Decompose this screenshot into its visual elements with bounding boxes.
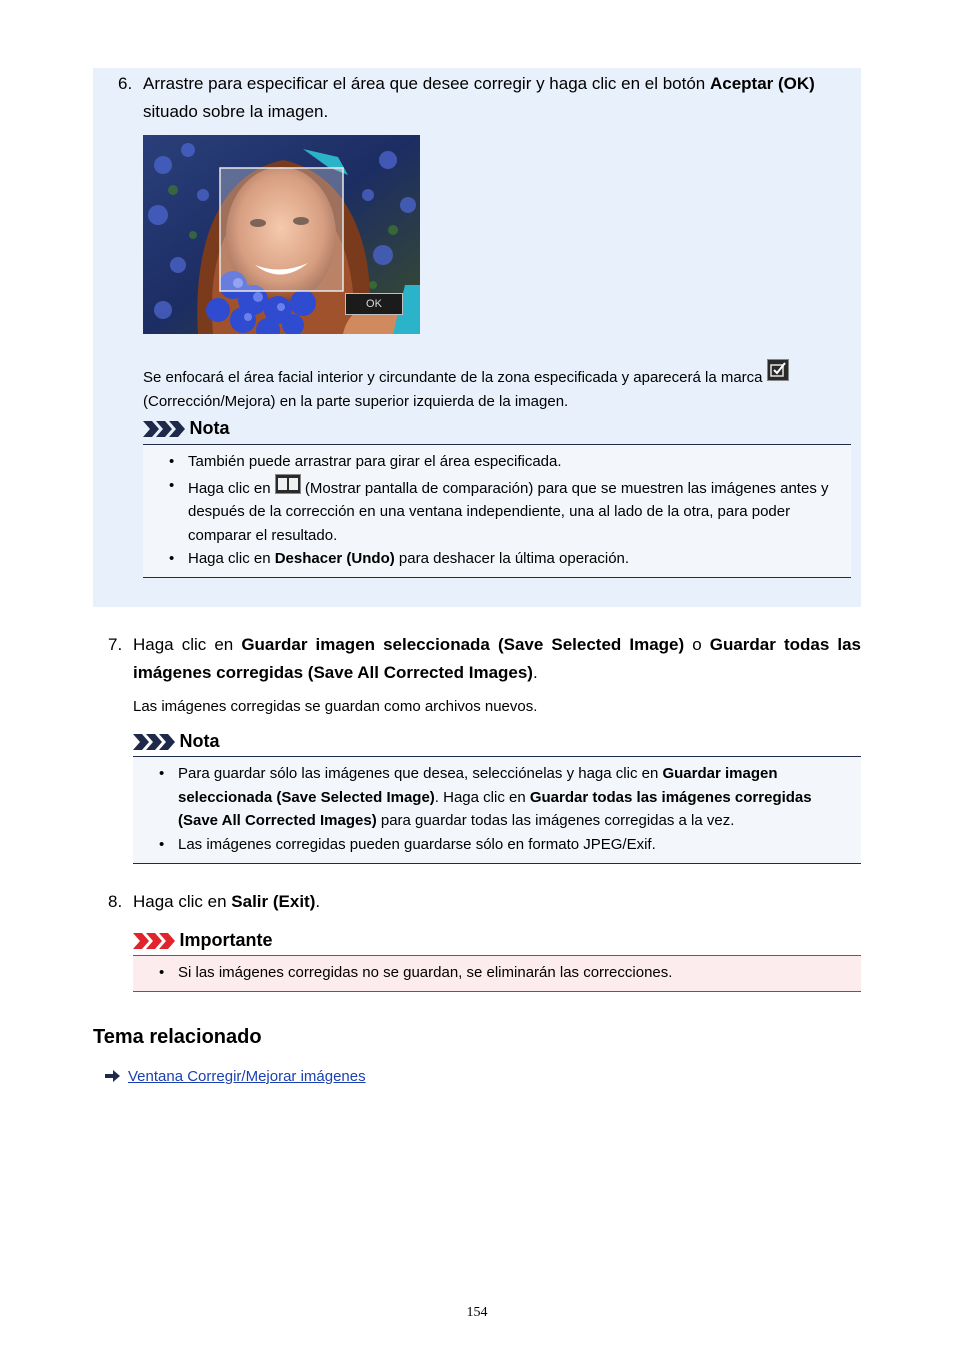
triple-arrow-icon — [133, 733, 175, 751]
step6-note-title: Nota — [189, 418, 230, 438]
step6-note-list — [165, 450, 845, 571]
triple-arrow-icon — [133, 932, 175, 950]
step8-important-title: Importante — [179, 930, 273, 950]
step7-instruction: Haga clic en Guardar imagen seleccionada (Save Selected Image) o Guardar todas las imágenes corregidas (Save All Corrected Images). — [133, 635, 861, 682]
compare-screen-icon — [275, 474, 301, 494]
step6-number: 6. — [118, 74, 133, 93]
step7-note-list — [155, 762, 845, 856]
step7-note-header — [133, 731, 219, 752]
step6-note-header — [143, 418, 229, 439]
related-topic-title: Tema relacionado — [93, 1026, 262, 1048]
step8-instruction: Haga clic en Salir (Exit). — [133, 892, 321, 911]
related-link[interactable]: Ventana Corregir/Mejorar imágenes — [128, 1068, 366, 1085]
step8-number: 8. — [108, 892, 123, 911]
step6-instruction: Arrastre para especificar el área que desee corregir y haga clic en el botón Aceptar (OK) situado sobre la imagen. — [143, 74, 815, 121]
ok-button[interactable]: OK — [345, 293, 403, 315]
link-arrow-icon — [105, 1070, 120, 1082]
important-list — [155, 961, 845, 985]
step7-number: 7. — [108, 635, 123, 654]
page-number: 154 — [466, 1305, 488, 1320]
list-item: • Las imágenes corregidas pueden guardarse sólo en formato JPEG/Exif. — [155, 833, 845, 857]
step7-description: Las imágenes corregidas se guardan como archivos nuevos. — [133, 698, 538, 715]
list-item: • Para guardar sólo las imágenes que desea, selecciónelas y haga clic en Guardar imagen seleccionada (Save Selected Image). Haga clic en Guardar todas las imágenes corregidas (Save All Corrected Images) para guardar todas las imágenes corregidas a la vez. — [155, 762, 845, 833]
triple-arrow-icon — [143, 420, 185, 438]
correction-mark-icon — [767, 359, 789, 381]
step6-description: Se enfocará el área facial interior y circundante de la zona especificada y aparecerá la marca (Corrección/Mejora) en la parte superior izquierda de la imagen. — [143, 359, 833, 414]
list-item: • También puede arrastrar para girar el área especificada. — [165, 450, 845, 474]
step6-note-bottom-rule — [143, 577, 851, 578]
list-item: • Haga clic en Deshacer (Undo) para deshacer la última operación. — [165, 547, 845, 571]
related-link-row — [105, 1066, 366, 1088]
list-item: • Haga clic en (Mostrar pantalla de comparación) para que se muestren las imágenes antes y después de la corrección en una ventana independiente, una al lado de la otra, para poder comparar el resultado. — [165, 474, 845, 548]
step8-important-header — [133, 930, 272, 951]
list-item: • Si las imágenes corregidas no se guardan, se eliminarán las correcciones. — [155, 961, 845, 985]
important-bottom-rule — [133, 991, 861, 992]
step7-note-bottom-rule — [133, 863, 861, 864]
step7-note-title: Nota — [179, 731, 220, 751]
